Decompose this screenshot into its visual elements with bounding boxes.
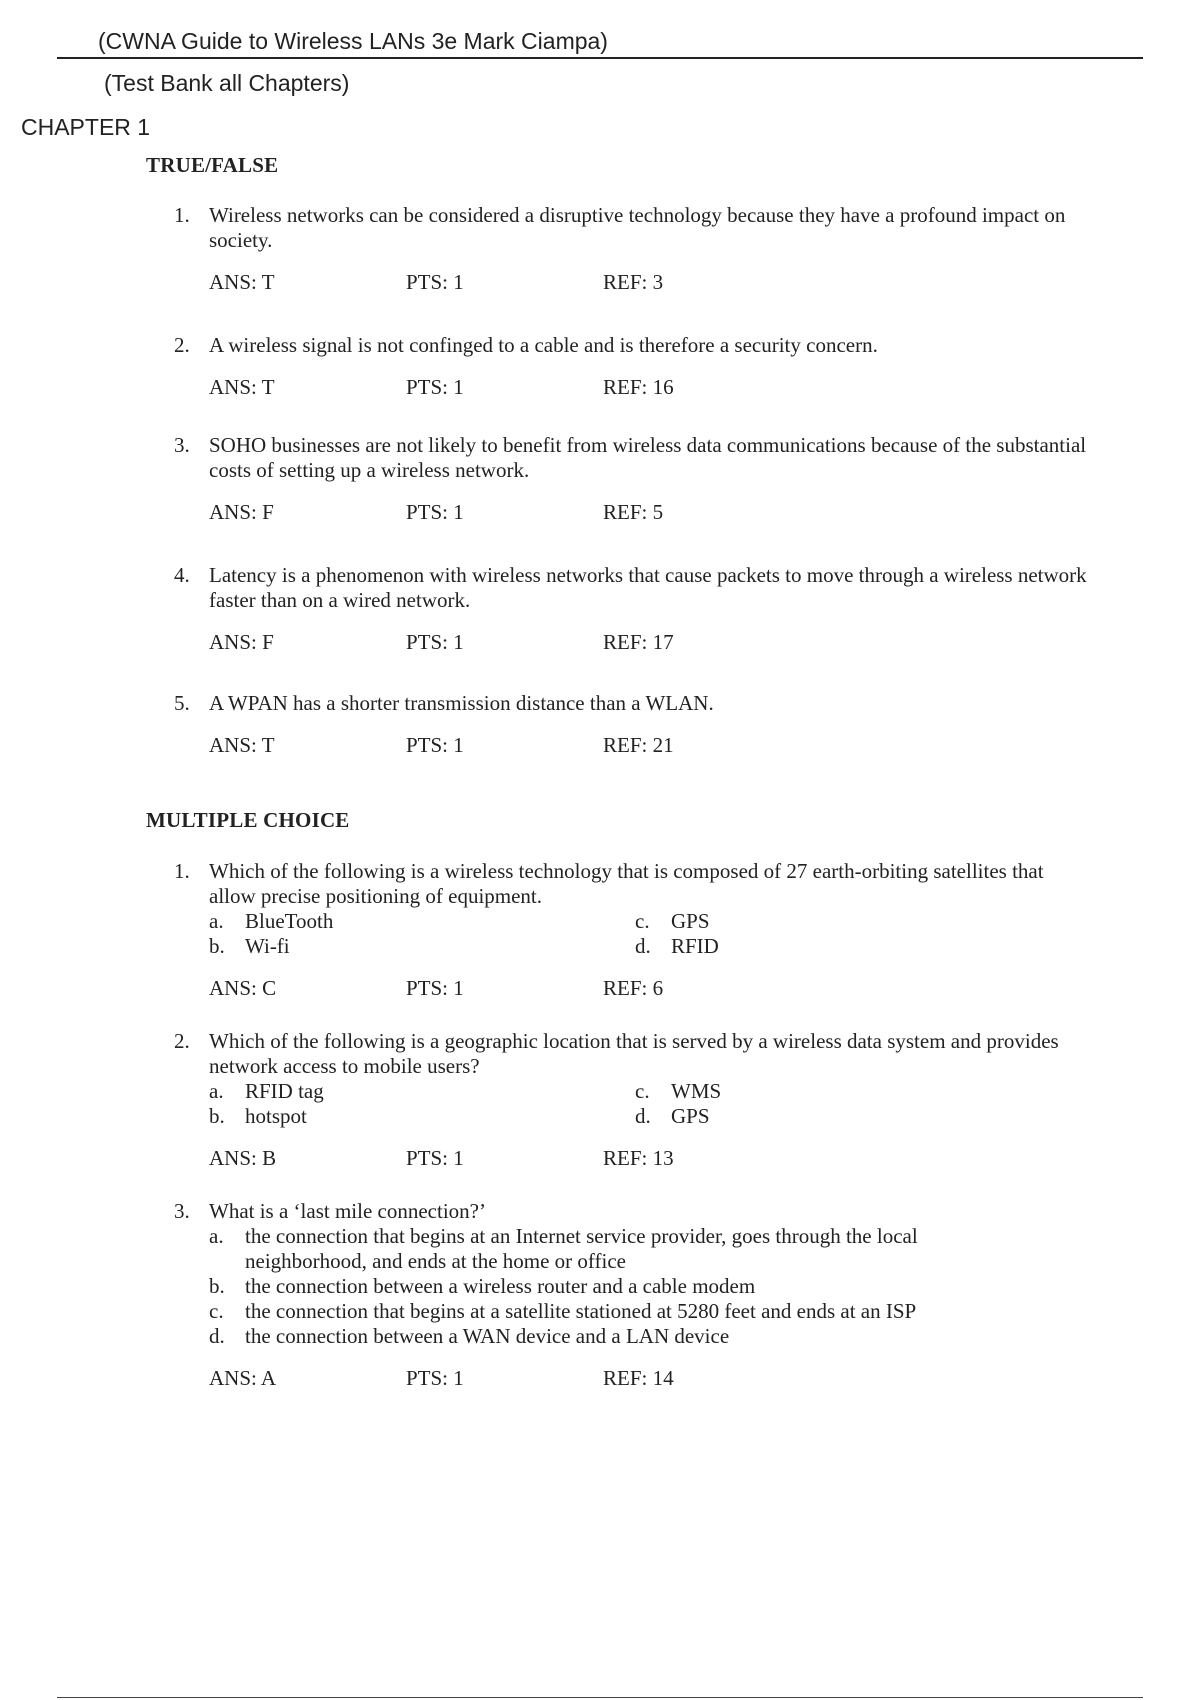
reference: REF: 17 — [603, 630, 674, 654]
points: PTS: 1 — [406, 976, 464, 1000]
question-text: A WPAN has a shorter transmission distance than a WLAN. — [209, 691, 714, 715]
tf-question-5 — [0, 691, 1200, 758]
points: PTS: 1 — [406, 1366, 464, 1390]
question-text: Wireless networks can be considered a disruptive technology because they have a profound impact on society. — [209, 203, 1066, 252]
reference: REF: 14 — [603, 1366, 674, 1390]
option-d: d. GPS — [635, 1104, 710, 1128]
question-number: 1. — [174, 203, 190, 227]
option-b: b. hotspot — [209, 1104, 307, 1128]
answer: ANS: B — [209, 1146, 277, 1170]
points: PTS: 1 — [406, 500, 464, 524]
answer: ANS: C — [209, 976, 277, 1000]
question-number: 3. — [174, 1199, 190, 1223]
answer-options — [0, 1224, 1200, 1349]
option-d: d. the connection between a WAN device and a LAN device — [209, 1324, 730, 1348]
option-d: d. RFID — [635, 934, 719, 958]
document-title: (CWNA Guide to Wireless LANs 3e Mark Ciampa) — [98, 28, 608, 54]
answer: ANS: F — [209, 630, 274, 654]
answer-options — [0, 909, 1200, 959]
question-number: 5. — [174, 691, 190, 715]
mc-question-3 — [0, 1199, 1200, 1391]
option-b: b. the connection between a wireless router and a cable modem — [209, 1274, 756, 1298]
question-number: 2. — [174, 1029, 190, 1053]
question-number: 3. — [174, 433, 190, 457]
option-a: a. RFID tag — [209, 1079, 324, 1103]
question-number: 4. — [174, 563, 190, 587]
question-text: A wireless signal is not confinged to a cable and is therefore a security concern. — [209, 333, 878, 357]
footer-rule — [57, 1697, 1143, 1698]
option-c: c. GPS — [635, 909, 710, 933]
multiple-choice-heading: MULTIPLE CHOICE — [146, 808, 350, 832]
reference: REF: 6 — [603, 976, 664, 1000]
question-number: 1. — [174, 859, 190, 883]
chapter-heading: CHAPTER 1 — [21, 114, 151, 140]
answer: ANS: F — [209, 500, 274, 524]
option-a: a. BlueTooth — [209, 909, 334, 933]
tf-question-3 — [0, 433, 1200, 525]
question-text: SOHO businesses are not likely to benefit from wireless data communications because of the substantial costs of setting up a wireless network. — [209, 433, 1087, 482]
true-false-heading: TRUE/FALSE — [146, 153, 279, 177]
answer-options — [0, 1079, 1200, 1129]
reference: REF: 21 — [603, 733, 674, 757]
question-text: What is a ‘last mile connection?’ — [209, 1199, 486, 1223]
document-subtitle: (Test Bank all Chapters) — [104, 70, 350, 96]
option-a: a. the connection that begins at an Internet service provider, goes through the local neighborhood, and ends at the home or office — [209, 1224, 918, 1273]
answer: ANS: A — [209, 1366, 277, 1390]
option-c: c. WMS — [635, 1079, 722, 1103]
tf-question-4 — [0, 563, 1200, 655]
tf-question-2 — [0, 333, 1200, 400]
points: PTS: 1 — [406, 1146, 464, 1170]
mc-question-2 — [0, 1029, 1200, 1171]
points: PTS: 1 — [406, 630, 464, 654]
points: PTS: 1 — [406, 270, 464, 294]
reference: REF: 16 — [603, 375, 674, 399]
reference: REF: 5 — [603, 500, 664, 524]
question-number: 2. — [174, 333, 190, 357]
question-text: Which of the following is a wireless technology that is composed of 27 earth-orbiting satellites that allow precise positioning of equipment. — [209, 859, 1044, 908]
question-text: Which of the following is a geographic location that is served by a wireless data system and provides network access to mobile users? — [209, 1029, 1059, 1078]
reference: REF: 13 — [603, 1146, 674, 1170]
points: PTS: 1 — [406, 375, 464, 399]
header-rule — [57, 57, 1143, 59]
answer: ANS: T — [209, 733, 275, 757]
option-b: b. Wi-fi — [209, 934, 290, 958]
option-c: c. the connection that begins at a satellite stationed at 5280 feet and ends at an ISP — [209, 1299, 917, 1323]
points: PTS: 1 — [406, 733, 464, 757]
question-text: Latency is a phenomenon with wireless networks that cause packets to move through a wireless network faster than on a wired network. — [209, 563, 1087, 612]
answer: ANS: T — [209, 375, 275, 399]
reference: REF: 3 — [603, 270, 664, 294]
answer: ANS: T — [209, 270, 275, 294]
tf-question-1 — [0, 203, 1200, 295]
mc-question-1 — [0, 859, 1200, 1001]
